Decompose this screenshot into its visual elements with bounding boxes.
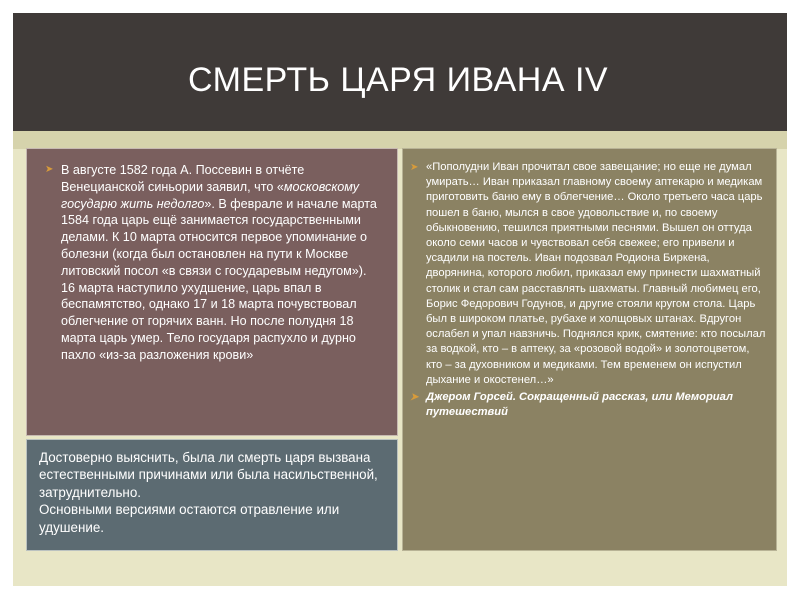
- conclusion-line-2: Основными версиями остаются отравление или удушение.: [39, 502, 340, 535]
- left-text-panel: [26, 148, 398, 436]
- slide-title: СМЕРТЬ ЦАРЯ ИВАНА IV: [188, 61, 609, 99]
- title-bar: [13, 13, 787, 131]
- bullet-arrow-icon: ➤: [410, 162, 419, 173]
- conclusion-line-1: Достоверно выяснить, была ли смерть царя вызвана естественными причинами или была насильственной, затруднительно.: [39, 450, 378, 500]
- slide: [13, 13, 787, 586]
- quote-text: «Пополудни Иван прочитал свое завещание; но еще не думал умирать… Иван приказал главному своему аптекарю и медикам приготовить баню ему в облегчение… Около третьего часа царь пошел в баню, мылся в свое удовольствие и, по своему обыкновению, тешился приятными песнями. Вышел он оттуда около семи часов и чувствовал себя свежее; его привели и усадили на постель. Иван подозвал Родиона Биркена, дворянина, которого любил, приказал ему принести шахматный столик и стал сам расставлять шахматы. Главный любимец его, Борис Федорович Годунов, и другие стояли кругом стола. Царь был в широком платье, рубахе и холщовых штанах. Вдругон ослабел и упал навзничь. Поднялся крик, смятение: кто посылал за водкой, кто – в аптеку, за «розовой водой» и золотоцветом, кто – за духовником и медиками. Тем временем он испустил дыхание и окостенел…»: [426, 161, 766, 386]
- bullet-arrow-icon: ➤: [410, 392, 419, 404]
- left-paragraph: [47, 162, 383, 364]
- left-text-part1: В августе 1582 года А. Поссевин в отчёте Венецианской синьории заявил, что «: [61, 163, 305, 194]
- quote-paragraph: [412, 160, 768, 388]
- conclusion-text: [39, 449, 387, 536]
- source-paragraph: [412, 390, 768, 420]
- left-text-part2: ». В феврале и начале марта 1584 года царь ещё занимается государственными делами. К 10 марта относится первое упоминание о болезни (когда был остановлен на пути к Москве литовский посол «в связи с государевым недугом»). 16 марта наступило ухудшение, царь впал в беспамятство, однако 17 и 18 марта почувствовал облегчение от горячих ванн. Но после полудня 18 марта царь умер. Тело государя распухло и дурно пахло «из-за разложения крови»: [61, 196, 377, 362]
- bullet-arrow-icon: ➤: [45, 164, 54, 175]
- conclusion-panel: [26, 439, 398, 551]
- title-underline-stripe: [13, 131, 787, 149]
- left-text-italic: московскому государю жить недолго: [61, 179, 360, 211]
- source-text: Джером Горсей. Сокращенный рассказ, или Мемориал путешествий: [426, 391, 733, 419]
- right-quote-panel: [402, 148, 777, 551]
